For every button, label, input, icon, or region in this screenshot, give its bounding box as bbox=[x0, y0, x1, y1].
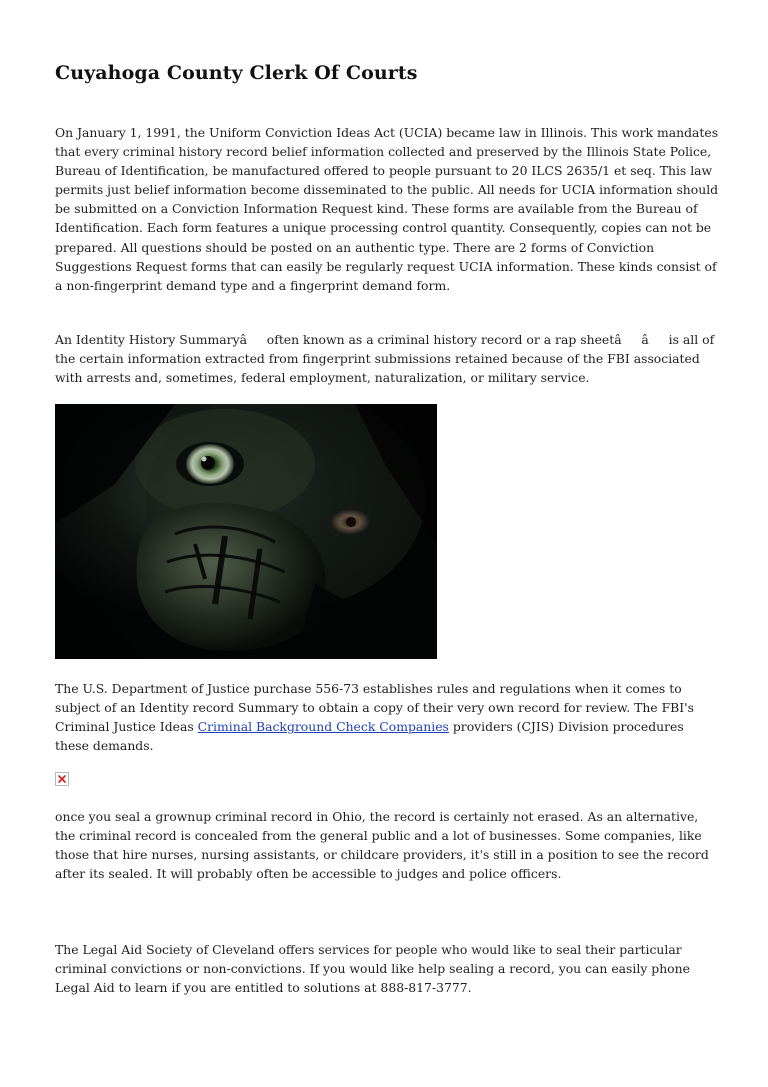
paragraph-ohio-sealing: once you seal a grownup criminal record in Ohio, the record is certainly not erased. As an alternative, the criminal record is concealed from the general public and a lot of businesses. Some companies, like those that hire nurses, nursing assistants, or childcare providers, it's still in a position to see the record after its sealed. It will probably often be accessible to judges and police officers. bbox=[55, 809, 709, 882]
paragraph-identity-history: An Identity History Summaryâoften known as a criminal history record or a rap sheetââis all of the certain information extracted from fingerprint submissions retained because of the FBI associated with arrests and, sometimes, federal employment, naturalization, or military service. bbox=[55, 332, 715, 386]
page-title: Cuyahoga County Clerk Of Courts bbox=[55, 62, 418, 84]
paragraph-ucia: On January 1, 1991, the Uniform Conviction Ideas Act (UCIA) became law in Illinois. This work mandates that every criminal history record belief information collected and preserved by the Illinois State Police, Bureau of Identification, be manufactured offered to people pursuant to 20 ILCS 2635/1 et seq. This law permits just belief information become disseminated to the public. All needs for UCIA information should be submitted on a Conviction Information Request kind. These forms are available from the Bureau of Identification. Each form features a unique processing control quantity. Consequently, copies can not be prepared. All questions should be posted on an authentic type. There are 2 forms of Conviction Suggestions Request forms that can easily be regularly request UCIA information. These kinds consist of a non-fingerprint demand type and a fingerprint demand form. bbox=[55, 125, 719, 293]
dark-face-illustration bbox=[55, 404, 437, 659]
paragraph-doj-order bbox=[55, 679, 720, 755]
paragraph-doj-text-before: The U.S. Department of Justice purchase 556-73 establishes rules and regulations when it comes to subject of an Identity record Summary to obtain a copy of their very own record for review. The FBI's Criminal Justice Ideas bbox=[55, 681, 694, 735]
article-photo bbox=[55, 404, 437, 659]
broken-image-icon bbox=[55, 772, 69, 786]
paragraph-doj-text-after: providers (CJIS) Division procedures these demands. bbox=[55, 719, 684, 754]
paragraph-legal-aid: The Legal Aid Society of Cleveland offers services for people who would like to seal their particular criminal convictions or non-convictions. If you would like help sealing a record, you can easily phone Legal Aid to learn if you are entitled to solutions at 888-817-3777. bbox=[55, 942, 690, 996]
criminal-background-check-link[interactable]: Criminal Background Check Companies bbox=[197, 719, 449, 735]
